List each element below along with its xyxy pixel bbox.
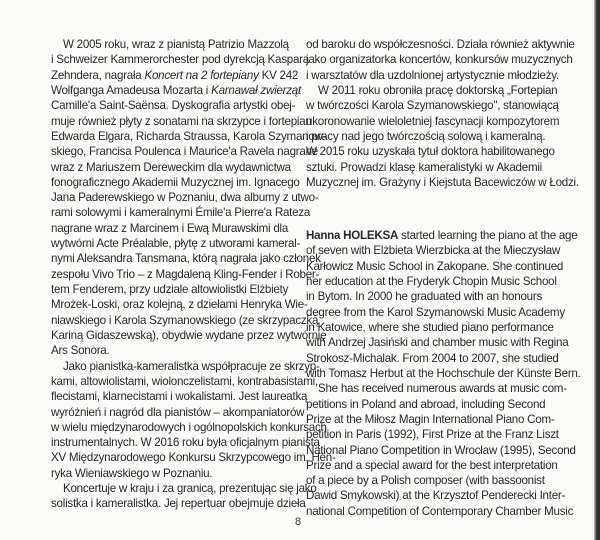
text-line: w twórczości Karola Szymanowskiego", stanowiącą	[306, 99, 559, 113]
text-line: wraz z Mariuszem Dereweckim dla wydawnictwa	[51, 160, 291, 174]
text-line: Mrożek-Loski, oraz kolejną, z dziełami Henryka Wie-	[51, 298, 308, 312]
text-line: solistka i kameralistka. Jej repertuar obejmuje dzieła	[51, 497, 306, 511]
section-gap	[306, 190, 542, 228]
text-line: flecistami, klarnecistami i wokalistami. Jest laureatką	[51, 390, 308, 404]
text-line: wytwórni Acte Préalable, płytę z utworami kameral-	[51, 237, 301, 251]
text-line: of a piece by a Polish composer (with bassoonist	[306, 474, 545, 488]
text-line: tem Fenderem, przy udziale altowiolistki Elżbiety	[51, 283, 289, 296]
text-line: muje również płyty z sonatami na skrzypce i fortepian	[51, 114, 312, 128]
text-line: XV Międzynarodowego Konkursu Skrzypcowego im. Hen-	[51, 451, 336, 465]
work-title: Koncert na 2 fortepiany	[144, 68, 259, 82]
text-line: ryka Wieniawskiego w Poznaniu.	[51, 466, 213, 480]
text-line: in Bytom. In 2000 he graduated with an honours	[306, 290, 542, 304]
text-line: zespołu Vivo Trio – z Magdaleną Kling-Fender i Rober-	[51, 267, 320, 281]
text-line: Prize at the Miłosz Magin International Piano Com-	[306, 412, 555, 426]
text-line: with Andrzej Jasiński and chamber music with Regina	[306, 336, 569, 350]
text-line: Jako pianistka-kameralistka współpracuje ze skrzyp-	[63, 359, 320, 373]
paragraph-concerts	[51, 481, 317, 512]
text-line: Jana Paderewskiego w Poznaniu, dwa albumy z utwo-	[51, 191, 319, 205]
text-line: instrumentalnych. W 2016 roku była oficjalnym pianistą	[51, 436, 320, 450]
left-column	[51, 37, 336, 512]
text-line: degree from the Karol Szymanowski Music Academy	[306, 305, 565, 319]
text-line	[306, 228, 578, 243]
text-line: ukoronowanie wieloletniej fascynacji kompozytorem	[306, 114, 560, 128]
text-line: sztuki. Prowadzi klasę kameralistyki w Akademii	[306, 160, 542, 174]
text-line: Kariną Gidaszewską), obydwie wydane przez wytwórnię	[51, 328, 327, 342]
text-line: niawskiego i Karola Szymanowskiego (ze skrzypaczką	[51, 313, 319, 327]
text-line: i pracy nad jego twórczością solową i kameralną.	[306, 129, 546, 143]
text-line: rami solowymi i kameralnymi Émile'a Pierre'a Rateza	[51, 206, 311, 220]
paragraph-english-bio	[306, 228, 581, 381]
text-line: kami, altowiolistami, wiolonczelistami, kontrabasistami,	[51, 374, 318, 388]
text-line: with Tomasz Herbut at the Hochschule der Künste Bern.	[306, 366, 581, 380]
paragraph-discography	[51, 37, 327, 359]
text-line: Prize and a special award for the best interpretation	[306, 458, 558, 472]
work-title: Karnawał zwierząt	[211, 83, 301, 97]
paragraph-english-awards	[306, 381, 576, 519]
text-line: i warsztatów dla uzdolnionej artystycznie młodzieży.	[306, 68, 559, 82]
text-fragment: started learning the piano at the age	[398, 229, 578, 243]
text-line: her education at the Fryderyk Chopin Music School	[306, 275, 557, 289]
text-line: W 2005 roku, wraz z pianistą Patrizio Mazzolą	[63, 38, 289, 51]
text-line: w wielu międzynarodowych i ogólnopolskich konkursach	[51, 420, 327, 434]
text-line: Dawid Smykowski) at the Krzysztof Penderecki Inter-	[306, 489, 566, 503]
text-line: fonograficznego Akademii Muzycznej im. Ignacego	[51, 175, 300, 189]
text-line: od baroku do współczesności. Działa również aktywnie	[306, 38, 575, 51]
text-line: Wolfganga Amadeusa Mozarta i Karnawał zwierząt	[51, 83, 301, 97]
text-line: National Piano Competition in Wrocław (1995), Second	[306, 443, 576, 457]
paragraph-repertoire	[306, 37, 575, 83]
text-line: Ars Sonora.	[51, 344, 110, 358]
paragraph-chamber-music	[51, 359, 336, 482]
text-line: She has received numerous awards at music com-	[318, 382, 567, 396]
booklet-spine-edge	[594, 0, 600, 540]
right-column	[306, 37, 581, 519]
text-line: in Katowice, where she studied piano performance	[306, 321, 554, 334]
text-line: petition in Paris (1992), First Prize at the Franz Liszt	[306, 428, 559, 442]
text-line: Karłowicz Music School in Zakopane. She continued	[306, 259, 564, 273]
text-line: W 2011 roku obroniła pracę doktorską „Fortepian	[318, 83, 558, 97]
artist-name: Hanna HOLEKSA	[306, 229, 399, 243]
text-line: Muzycznej im. Grażyny i Kiejstuta Bacewiczów w Łodzi.	[306, 175, 579, 189]
text-line: petitions in Poland and abroad, including Second	[306, 397, 546, 411]
text-line: nagrane wraz z Marcinem i Ewą Murawskimi dla	[51, 221, 289, 235]
text-line: Zehndera, nagrała Koncert na 2 fortepiany KV 242	[51, 68, 299, 82]
text-line: of seven with Elżbieta Wierzbicka at the Mieczysław	[306, 244, 561, 258]
text-line: skiego, Francisa Poulenca i Maurice'a Ravela nagrane	[51, 145, 318, 159]
text-line: W 2015 roku uzyskała tytuł doktora habilitowanego	[306, 145, 555, 159]
text-line: i Schweizer Kammerorchester pod dyrekcją Kaspara	[51, 53, 309, 67]
text-line: jako organizatorka koncertów, konkursów muzycznych	[306, 53, 573, 67]
text-line: Edwarda Elgara, Richarda Straussa, Karola Szymanow-	[51, 129, 327, 143]
text-line: Koncertuje w kraju i za granicą, prezentując się jako	[63, 482, 317, 496]
page-number: 8	[295, 516, 302, 528]
text-line: national Competition of Contemporary Chamber Music	[306, 504, 574, 518]
text-line: nymi Aleksandra Tansmana, którą nagrała jako członek	[51, 252, 321, 266]
text-line: Strokosz-Michalak. From 2004 to 2007, she studied	[306, 351, 559, 365]
text-line: Camille'a Saint-Saënsa. Dyskografia artystki obej-	[51, 99, 296, 113]
text-line: wyróżnień i nagród dla pianistów – akompaniatorów	[51, 405, 305, 419]
paragraph-doctorate	[306, 83, 579, 190]
